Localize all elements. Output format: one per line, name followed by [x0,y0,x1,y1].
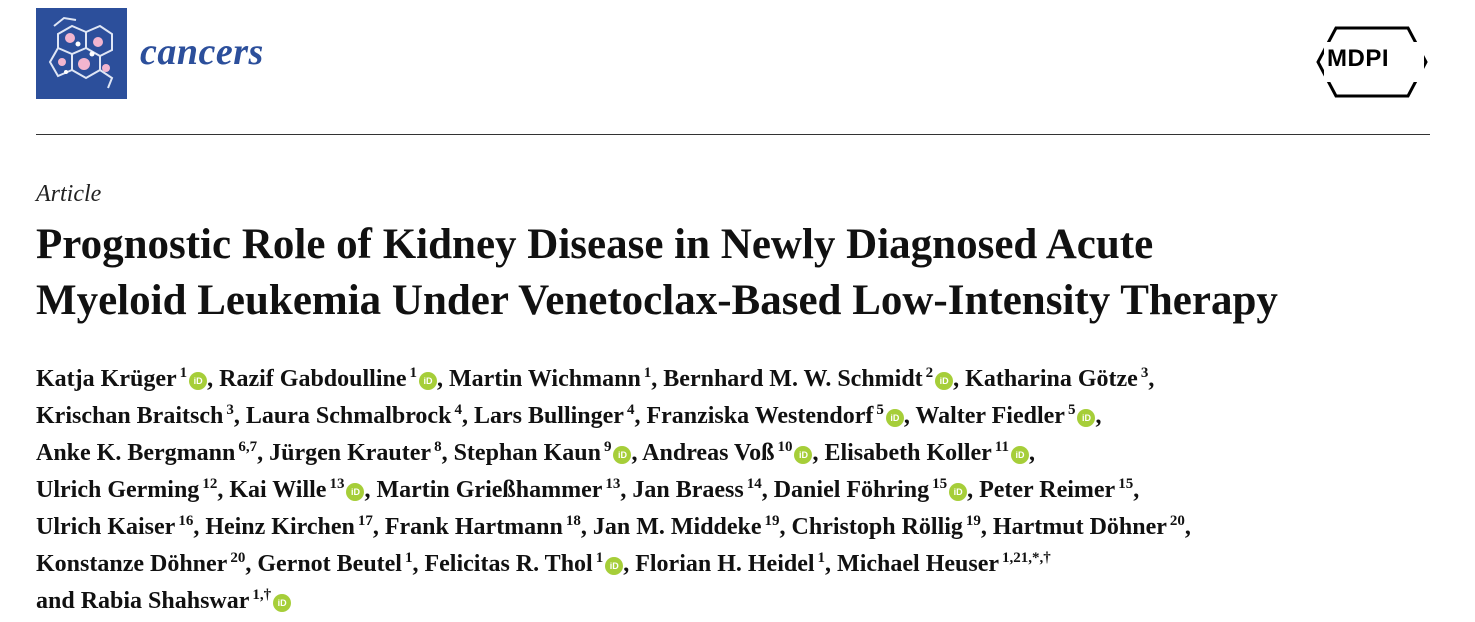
author-name[interactable]: Anke K. Bergmann [36,440,236,466]
author-separator: , [207,366,220,392]
orcid-icon[interactable]: iD [613,446,631,464]
author-name[interactable]: Walter Fiedler [915,403,1065,429]
author-separator: , [193,514,206,540]
affiliation-number: 1 [595,550,604,566]
affiliation-number: 1 [817,550,826,566]
author-name[interactable]: Ulrich Kaiser [36,514,176,540]
author-name[interactable]: Bernhard M. W. Schmidt [663,366,923,392]
author-separator: , [779,514,792,540]
affiliation-number: 19 [764,513,780,529]
affiliation-number: 15 [932,476,948,492]
author-entry [36,551,257,577]
author-entry [632,477,773,503]
orcid-icon[interactable]: iD [886,409,904,427]
author-name[interactable]: Frank Hartmann [384,514,563,540]
author-name[interactable]: Felicitas R. Thol [424,551,593,577]
affiliation-number: 10 [777,439,793,455]
author-name[interactable]: Martin Wichmann [448,366,641,392]
author-name[interactable]: Franziska Westendorf [646,403,874,429]
author-separator: , [980,514,993,540]
affiliation-number: 14 [746,476,762,492]
publisher-logo [1314,24,1430,100]
author-entry [915,403,1101,429]
affiliation-number: 6,7 [238,439,258,455]
author-separator: , [412,551,425,577]
author-entry [449,366,663,392]
author-entry [246,403,474,429]
affiliation-number: 17 [357,513,373,529]
orcid-icon[interactable]: iD [419,372,437,390]
author-separator: , [623,551,636,577]
author-name[interactable]: Katharina Götze [965,366,1138,392]
author-separator: , [1028,440,1035,466]
author-name[interactable]: Hartmut Döhner [992,514,1167,540]
affiliation-number: 1,† [252,587,272,603]
orcid-icon[interactable]: iD [935,372,953,390]
author-name[interactable]: Andreas Voß [642,440,775,466]
author-name[interactable]: Ulrich Germing [36,477,200,503]
author-name[interactable]: Elisabeth Koller [824,440,992,466]
affiliation-number: 13 [605,476,621,492]
author-entry [635,551,837,577]
orcid-icon[interactable]: iD [346,483,364,501]
author-separator: , [461,403,474,429]
author-separator: , [372,514,385,540]
author-entry [837,551,1051,577]
author-entry [663,366,965,392]
author-separator: , [903,403,916,429]
author-line [36,577,1456,614]
author-entry [36,366,219,392]
author-entry [965,366,1154,392]
affiliation-number: 11 [994,439,1009,455]
author-separator: , [634,403,647,429]
author-entry [376,477,632,503]
publisher-name: MDPI [1327,45,1389,72]
author-entry [36,477,229,503]
author-name[interactable]: Razif Gabdoulline [219,366,407,392]
author-separator: , [1148,366,1155,392]
author-name[interactable]: Konstanze Döhner [36,551,228,577]
article-title [36,217,1446,329]
author-name[interactable]: Jan M. Middeke [592,514,762,540]
author-separator: , [233,403,246,429]
author-separator: , [967,477,980,503]
author-separator: , [825,551,838,577]
author-separator: , [953,366,966,392]
affiliation-number: 1 [404,550,413,566]
title-line: Prognostic Role of Kidney Disease in Newly Diagnosed Acute [36,221,1154,268]
author-separator: , [631,440,643,466]
author-line [36,540,1456,577]
author-separator: , [620,477,633,503]
journal-logo-icon [36,8,127,99]
author-name[interactable]: Florian H. Heidel [635,551,815,577]
author-name[interactable]: Jürgen Krauter [269,440,432,466]
journal-name: cancers [140,31,264,73]
author-entry [219,366,449,392]
orcid-icon[interactable]: iD [1011,446,1029,464]
author-name[interactable]: Katja Krüger [36,366,177,392]
affiliation-number: 12 [202,476,218,492]
author-name[interactable]: Jan Braess [632,477,744,503]
author-entry [36,588,291,614]
author-separator: , [364,477,377,503]
author-entry [454,440,643,466]
header-divider [36,134,1430,135]
author-line [36,466,1456,503]
author-entry [993,514,1191,540]
author-separator: , [580,514,593,540]
author-entry [36,403,246,429]
affiliation-number: 9 [603,439,612,455]
author-entry [229,477,376,503]
author-line [36,503,1456,540]
author-separator: , [436,366,449,392]
affiliation-number: 4 [454,402,462,418]
affiliation-number: 19 [965,513,981,529]
author-entry [474,403,647,429]
author-separator: , [441,440,454,466]
author-entry [642,440,824,466]
author-entry [385,514,593,540]
affiliation-number: 1,21,*,† [1002,550,1051,566]
author-separator: , [245,551,258,577]
affiliation-number: 2 [925,365,934,381]
author-name[interactable]: Stephan Kaun [453,440,601,466]
orcid-icon[interactable]: iD [605,557,623,575]
affiliation-number: 1 [179,365,188,381]
author-separator: , [257,440,270,466]
orcid-icon[interactable]: iD [189,372,207,390]
affiliation-number: 5 [1067,402,1076,418]
affiliation-number: 1 [643,365,652,381]
author-separator: , [217,477,230,503]
author-name[interactable]: Lars Bullinger [473,403,624,429]
author-name[interactable]: Peter Reimer [979,477,1116,503]
author-separator: , [651,366,664,392]
orcid-icon[interactable]: iD [949,483,967,501]
affiliation-number: 8 [434,439,442,455]
author-name[interactable]: Kai Wille [229,477,327,503]
affiliation-number: 5 [876,402,884,418]
author-name[interactable]: Daniel Föhring [773,477,930,503]
affiliation-number: 15 [1118,476,1134,492]
affiliation-number: 18 [565,513,581,529]
author-name[interactable]: and Rabia Shahswar [36,588,250,614]
author-list [36,355,1456,614]
author-entry [774,477,979,503]
affiliation-number: 13 [329,476,345,492]
author-entry [593,514,792,540]
affiliation-number: 20 [1169,513,1185,529]
affiliation-number: 4 [626,402,635,418]
article-header [36,8,1430,100]
author-entry [979,477,1139,503]
orcid-icon[interactable]: iD [1077,409,1095,427]
author-entry [36,514,205,540]
article-type-label: Article [36,181,102,207]
author-line [36,355,1456,392]
author-separator: , [1095,403,1102,429]
author-separator: , [1184,514,1191,540]
author-separator: , [1133,477,1140,503]
orcid-icon[interactable]: iD [794,446,812,464]
affiliation-number: 3 [226,402,234,418]
author-line [36,429,1456,466]
author-entry [257,551,424,577]
author-name[interactable]: Krischan Braitsch [36,403,224,429]
author-entry [269,440,453,466]
author-entry [646,403,915,429]
author-entry [824,440,1035,466]
affiliation-number: 20 [230,550,246,566]
affiliation-number: 16 [178,513,194,529]
orcid-icon[interactable]: iD [273,594,291,612]
title-line: Myeloid Leukemia Under Venetoclax-Based Low-Intensity Therapy [36,277,1278,324]
author-entry [205,514,385,540]
author-separator: , [812,440,825,466]
author-name[interactable]: Christoph Röllig [791,514,963,540]
author-name[interactable]: Michael Heuser [837,551,999,577]
author-entry [424,551,635,577]
author-separator: , [761,477,774,503]
author-entry [792,514,993,540]
affiliation-number: 1 [409,365,417,381]
author-line [36,392,1456,429]
author-name[interactable]: Martin Grießhammer [376,477,603,503]
affiliation-number: 3 [1140,365,1149,381]
author-name[interactable]: Heinz Kirchen [205,514,355,540]
author-name[interactable]: Laura Schmalbrock [245,403,452,429]
author-entry [36,440,269,466]
author-name[interactable]: Gernot Beutel [257,551,402,577]
